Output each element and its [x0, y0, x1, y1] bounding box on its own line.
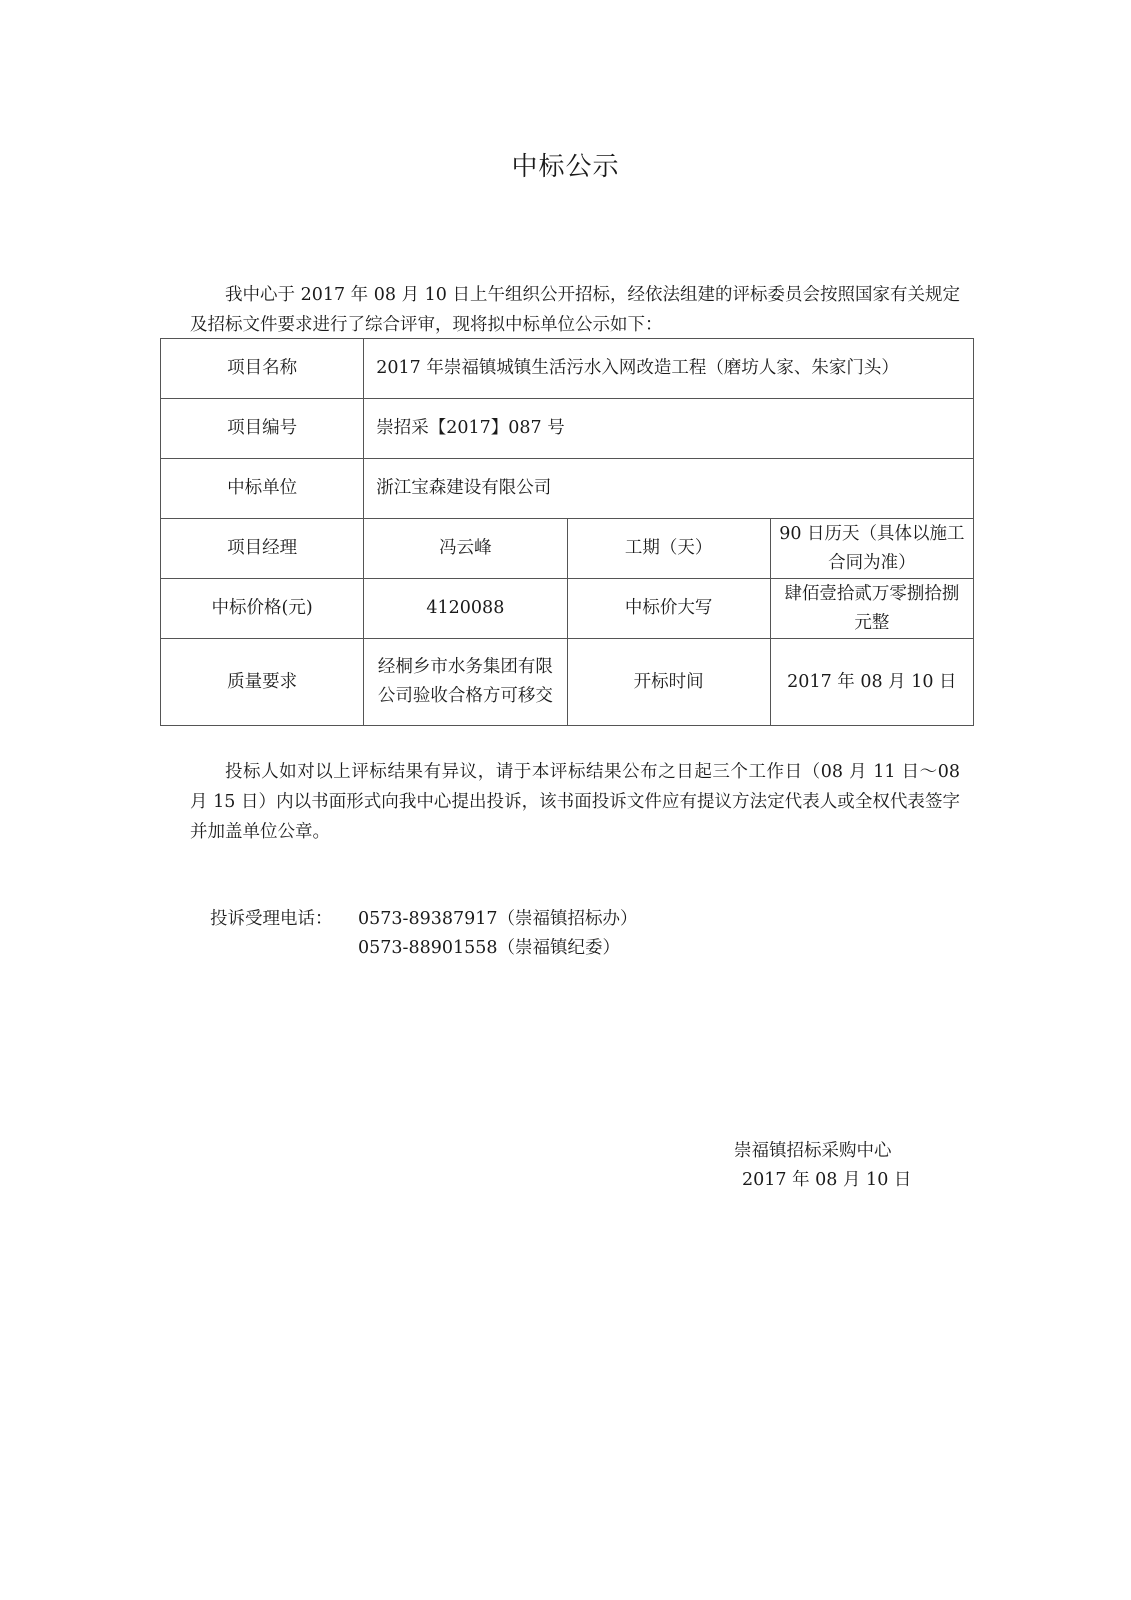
complaint-phone-label: 投诉受理电话：	[210, 909, 333, 929]
table-row	[161, 339, 974, 399]
project-no-label: 项目编号	[161, 399, 364, 459]
price-label: 中标价格(元)	[161, 579, 364, 639]
price-value: 4120088	[364, 579, 567, 639]
table-row	[161, 459, 974, 519]
table-row	[161, 639, 974, 726]
price-words-label: 中标价大写	[567, 579, 770, 639]
intro-paragraph: 我中心于 2017 年 08 月 10 日上午组织公开招标，经依法组建的评标委员会按照国家有关规定及招标文件要求进行了综合评审，现将拟中标单位公示如下：	[190, 285, 960, 335]
manager-value: 冯云峰	[364, 519, 567, 579]
project-no-value: 崇招采【2017】087 号	[364, 399, 974, 459]
opening-value: 2017 年 08 月 10 日	[770, 639, 973, 726]
project-name-value: 2017 年崇福镇城镇生活污水入网改造工程（磨坊人家、朱家门头）	[364, 339, 974, 399]
objection-paragraph: 投标人如对以上评标结果有异议，请于本评标结果公布之日起三个工作日（08 月 11 日～08 月 15 日）内以书面形式向我中心提出投诉，该书面投诉文件应有提议方法定代表人或全权代表签字并加盖单位公章。	[190, 762, 960, 842]
duration-value: 90 日历天（具体以施工合同为准）	[770, 519, 973, 579]
signature-organization: 崇福镇招标采购中心	[734, 1141, 892, 1161]
complaint-phone-2: 0573-88901558（崇福镇纪委）	[358, 938, 621, 958]
page-title: 中标公示	[511, 152, 620, 182]
bid-result-table	[160, 338, 974, 726]
table-row	[161, 519, 974, 579]
table-row	[161, 579, 974, 639]
signature-date: 2017 年 08 月 10 日	[742, 1170, 912, 1190]
winner-label: 中标单位	[161, 459, 364, 519]
project-name-label: 项目名称	[161, 339, 364, 399]
duration-label: 工期（天）	[567, 519, 770, 579]
table-row	[161, 399, 974, 459]
manager-label: 项目经理	[161, 519, 364, 579]
quality-value: 经桐乡市水务集团有限公司验收合格方可移交	[364, 639, 567, 726]
complaint-phone-1: 0573-89387917（崇福镇招标办）	[358, 909, 638, 929]
quality-label: 质量要求	[161, 639, 364, 726]
winner-value: 浙江宝森建设有限公司	[364, 459, 974, 519]
opening-label: 开标时间	[567, 639, 770, 726]
price-words-value: 肆佰壹拾贰万零捌拾捌元整	[770, 579, 973, 639]
